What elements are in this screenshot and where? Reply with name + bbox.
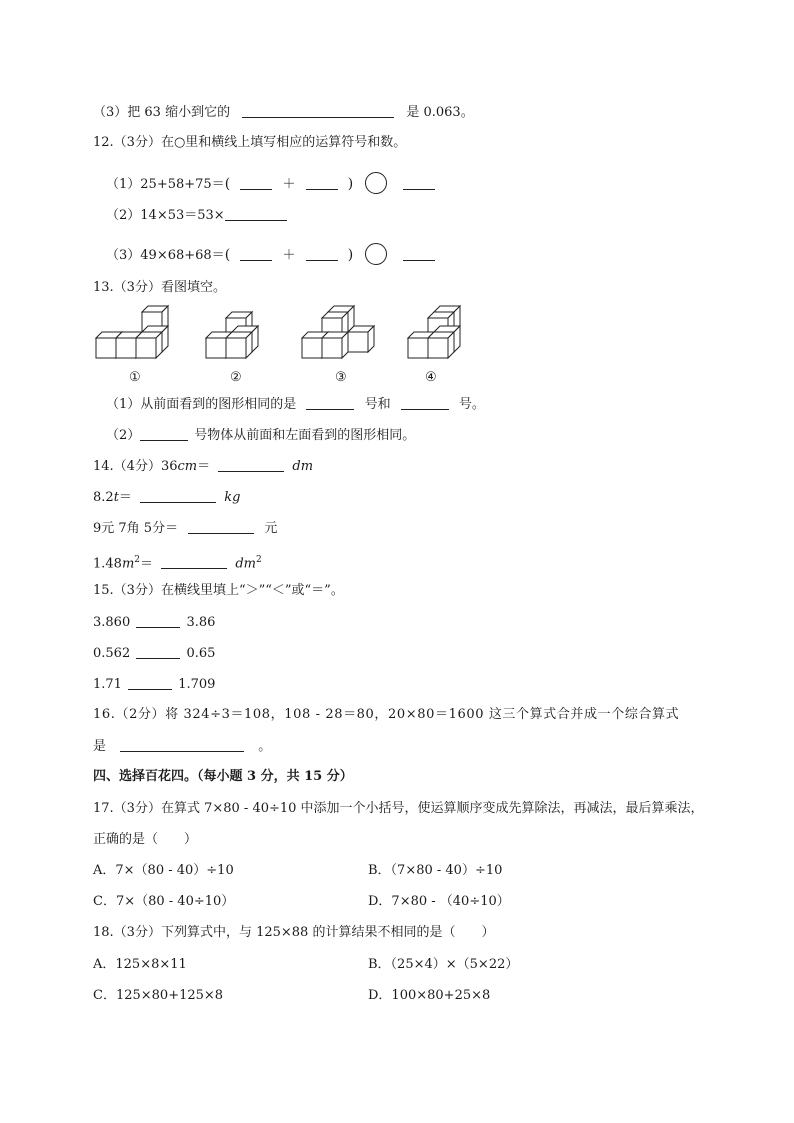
q13-sub1-mid: 号和	[364, 397, 391, 412]
answer-blank[interactable]	[306, 175, 338, 190]
q17-option-a[interactable]: A．7×（80 - 40）÷10	[93, 863, 234, 878]
unit-m: m	[121, 556, 135, 572]
q16-line2	[93, 737, 271, 756]
answer-blank[interactable]	[242, 103, 394, 118]
q15-pair-3	[93, 675, 215, 694]
operator-circle[interactable]	[365, 172, 387, 194]
equals-sign: ＝	[140, 556, 154, 572]
q18-option-d[interactable]: D．100×80+25×8	[368, 988, 491, 1003]
q13-sub1-text: （1）从前面看到的图形相同的是	[106, 397, 297, 412]
cube-figures	[90, 300, 470, 390]
unit-dm: dm	[235, 556, 256, 572]
unit-dm: dm	[292, 459, 314, 474]
q13-sub1	[106, 395, 485, 414]
section-4-title: 四、选择百花四。（每小题 3 分，共 15 分）	[93, 769, 353, 784]
answer-blank[interactable]	[225, 206, 287, 221]
answer-blank[interactable]	[240, 246, 272, 261]
q17-option-b[interactable]: B．（7×80 - 40）÷10	[368, 863, 503, 878]
plus-sign: ＋	[282, 248, 296, 263]
q12-sub2-text: （2）14×53＝53×	[106, 208, 225, 223]
figure-label-3: ③	[335, 370, 347, 385]
q13-sub2-text: （2）	[106, 428, 141, 443]
q14-l2-text: 8.2	[93, 490, 114, 505]
q13-stem: 13.（3分）看图填空。	[93, 280, 226, 295]
q13-sub2	[106, 426, 415, 445]
q17-stem-2: 正确的是（ ）	[93, 832, 198, 847]
unit-t: t	[113, 490, 119, 505]
q16-line2-text: 是	[93, 739, 107, 754]
q15-pair-2	[93, 644, 215, 663]
answer-blank[interactable]	[128, 675, 172, 690]
q13-sub1-tail: 号。	[458, 397, 485, 412]
q15-stem: 15.（3分）在横线里填上“＞”“＜”或“＝”。	[93, 583, 344, 598]
answer-blank[interactable]	[240, 175, 272, 190]
answer-blank[interactable]	[136, 613, 180, 628]
q14-line4	[93, 551, 262, 573]
q15-left-value: 1.71	[93, 677, 122, 692]
q15-pair-1	[93, 613, 215, 632]
q17-option-c[interactable]: C．7×（80 - 40÷10）	[93, 894, 235, 909]
q17-stem: 17.（3分）在算式 7×80 - 40÷10 中添加一个小括号，使运算顺序变成先算除法，再减法，最后算乘法，	[93, 801, 704, 816]
unit-kg: kg	[224, 490, 241, 505]
q12-sub1-text: （1）25+58+75＝	[106, 177, 225, 192]
q14-line3	[93, 519, 277, 538]
figure-3	[302, 306, 374, 358]
unit-yuan: 元	[264, 521, 278, 536]
answer-blank[interactable]	[401, 395, 449, 410]
left-paren: (	[224, 176, 231, 192]
answer-blank[interactable]	[136, 644, 180, 659]
q15-right-value: 3.86	[186, 615, 216, 630]
q15-left-value: 0.562	[93, 646, 131, 661]
q16-period: 。	[258, 739, 272, 754]
left-paren: (	[224, 247, 231, 263]
answer-blank[interactable]	[306, 246, 338, 261]
q18-stem: 18.（3分）下列算式中，与 125×88 的计算结果不相同的是（ ）	[93, 925, 495, 940]
unit-cm: cm	[177, 459, 198, 474]
q18-option-a[interactable]: A．125×8×11	[93, 957, 187, 972]
figure-label-1: ①	[129, 370, 141, 385]
q15-left-value: 3.860	[93, 615, 131, 630]
answer-blank[interactable]	[120, 737, 244, 752]
equals-sign: ＝	[118, 490, 132, 505]
superscript-2: 2	[134, 555, 141, 565]
q11-sub3	[93, 103, 474, 122]
q14-line1	[93, 457, 313, 476]
q12-sub2	[106, 206, 287, 225]
q18-option-b[interactable]: B．（25×4）×（5×22）	[368, 957, 519, 972]
q18-option-c[interactable]: C．125×80+125×8	[93, 988, 224, 1003]
q13-sub2-tail: 号物体从前面和左面看到的图形相同。	[194, 428, 416, 443]
q11-sub3-text: （3）把 63 缩小到它的	[93, 105, 231, 120]
answer-blank[interactable]	[306, 395, 354, 410]
q16-stem: 16.（2分）将 324÷3＝108，108 - 28＝80，20×80＝1600 这三个算式合并成一个综合算式	[93, 707, 680, 722]
answer-blank[interactable]	[140, 488, 216, 503]
q14-line2	[93, 488, 240, 507]
figure-label-4: ④	[425, 370, 437, 385]
figure-2	[206, 312, 258, 358]
answer-blank[interactable]	[188, 519, 254, 534]
right-paren: )	[347, 247, 354, 263]
figure-label-2: ②	[230, 370, 242, 385]
q15-right-value: 0.65	[186, 646, 216, 661]
answer-blank[interactable]	[161, 554, 227, 569]
figure-4	[408, 306, 460, 358]
q12-sub1	[106, 172, 435, 194]
q11-sub3-tail: 是 0.063。	[406, 105, 474, 120]
q12-sub3	[106, 243, 435, 265]
answer-blank[interactable]	[403, 246, 435, 261]
equals-sign: ＝	[197, 459, 211, 474]
plus-sign: ＋	[282, 177, 296, 192]
answer-blank[interactable]	[403, 175, 435, 190]
superscript-2: 2	[255, 555, 262, 565]
q17-option-d[interactable]: D．7×80 - （40÷10）	[368, 894, 510, 909]
right-paren: )	[347, 176, 354, 192]
answer-blank[interactable]	[140, 426, 188, 441]
q12-stem: 12.（3分）在○里和横线上填写相应的运算符号和数。	[93, 135, 407, 150]
q14-l3-text: 9元 7角 5分＝	[93, 521, 179, 536]
q12-sub3-text: （3）49×68+68＝	[106, 248, 225, 263]
figure-1	[96, 306, 168, 358]
q15-right-value: 1.709	[178, 677, 216, 692]
answer-blank[interactable]	[218, 457, 284, 472]
q14-text: 14.（4分）36	[93, 459, 178, 474]
q14-l4-text: 1.48	[93, 556, 122, 572]
operator-circle[interactable]	[365, 243, 387, 265]
